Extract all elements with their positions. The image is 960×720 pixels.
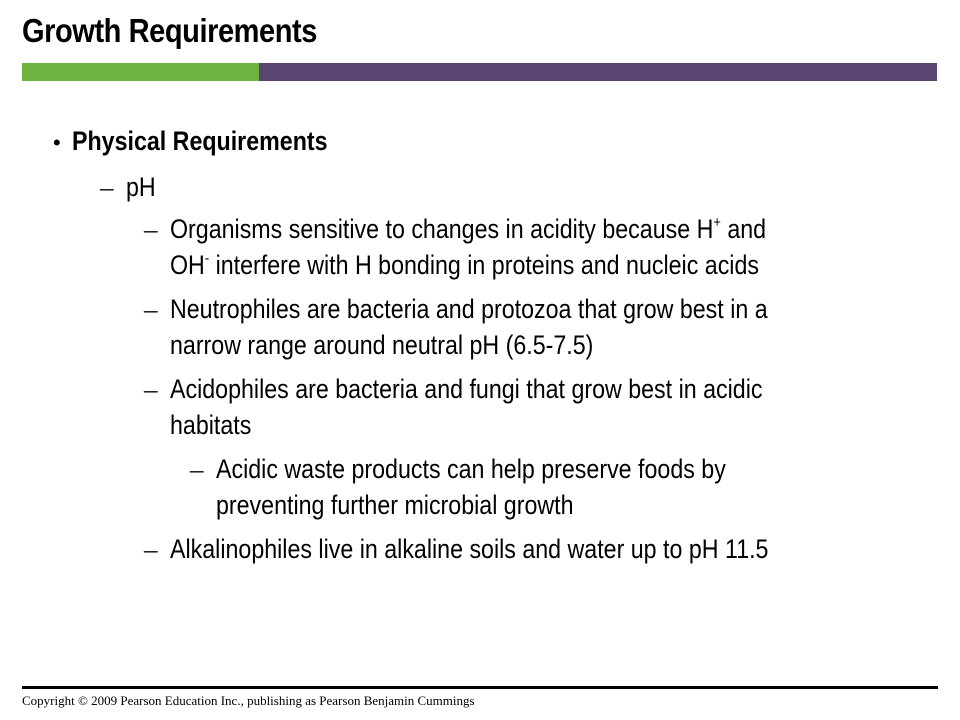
bullet-acidophiles-line2: habitats — [170, 410, 252, 440]
bullet-dot: • — [53, 130, 61, 155]
footer-copyright: Copyright © 2009 Pearson Education Inc., publishing as Pearson Benjamin Cummings — [22, 693, 475, 708]
bullet-organisms-sensitive-line1: Organisms sensitive to changes in acidity because H+ and — [170, 213, 767, 244]
bullet-physical-requirements: Physical Requirements — [72, 126, 328, 156]
bullet-acidic-waste-line1: Acidic waste products can help preserve foods by — [216, 454, 726, 484]
dash-marker: – — [190, 454, 204, 484]
bullet-ph: pH — [126, 172, 156, 202]
bullet-acidophiles-line1: Acidophiles are bacteria and fungi that grow best in acidic — [170, 374, 763, 404]
bullet-neutrophiles-line2: narrow range around neutral pH (6.5-7.5) — [170, 330, 594, 360]
dash-marker: – — [144, 294, 158, 324]
footer-divider — [22, 686, 938, 689]
bullet-acidic-waste-line2: preventing further microbial growth — [216, 490, 574, 520]
dash-marker: – — [144, 214, 158, 244]
bullet-alkalinophiles: Alkalinophiles live in alkaline soils and water up to pH 11.5 — [170, 534, 769, 564]
dash-marker: – — [144, 534, 158, 564]
slide-title: Growth Requirements — [22, 12, 317, 49]
dash-marker: – — [144, 374, 158, 404]
bullet-neutrophiles-line1: Neutrophiles are bacteria and protozoa that grow best in a — [170, 294, 768, 324]
dash-marker: – — [100, 172, 114, 202]
bullet-organisms-sensitive-line2: OH- interfere with H bonding in proteins and nucleic acids — [170, 249, 759, 280]
